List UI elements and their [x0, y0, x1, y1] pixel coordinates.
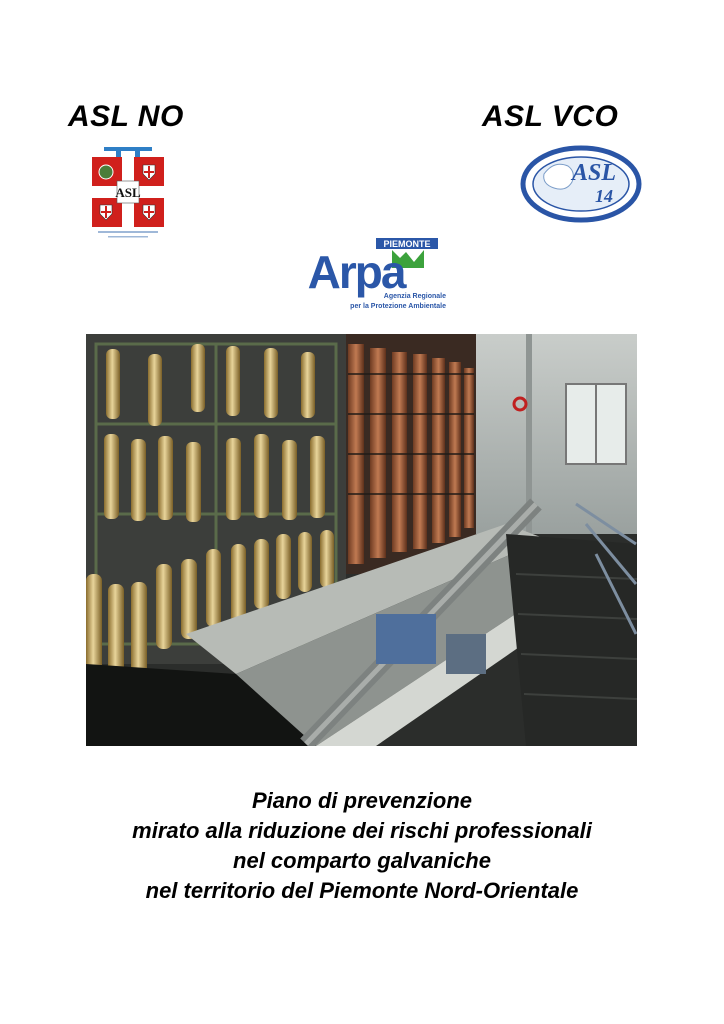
asl-vco-logo-icon	[520, 144, 642, 224]
asl-no-emblem-text: ASL	[115, 185, 141, 200]
arpa-subtitle-line1: Agenzia Regionale	[383, 293, 446, 300]
arpa-region-label: PIEMONTE	[383, 239, 431, 249]
asl-no-crest-icon	[90, 145, 166, 240]
asl-no-heading: ASL NO	[68, 100, 184, 133]
title-line-3: nel comparto galvaniche	[233, 848, 491, 873]
electroplating-plant-photo	[86, 334, 637, 746]
title-line-4: nel territorio del Piemonte Nord-Orientale	[145, 878, 579, 903]
title-line-2: mirato alla riduzione dei rischi professionali	[132, 818, 592, 843]
arpa-subtitle-line2: per la Protezione Ambientale	[350, 303, 446, 310]
title-line-1: Piano di prevenzione	[251, 788, 473, 813]
arpa-wordmark: Arpa	[307, 246, 405, 298]
document-title	[20, 786, 704, 906]
arpa-logo-icon	[258, 236, 454, 312]
asl-vco-number: 14	[595, 186, 613, 206]
asl-vco-heading: ASL VCO	[482, 100, 619, 133]
asl-vco-emblem-text: ASL	[571, 160, 617, 186]
